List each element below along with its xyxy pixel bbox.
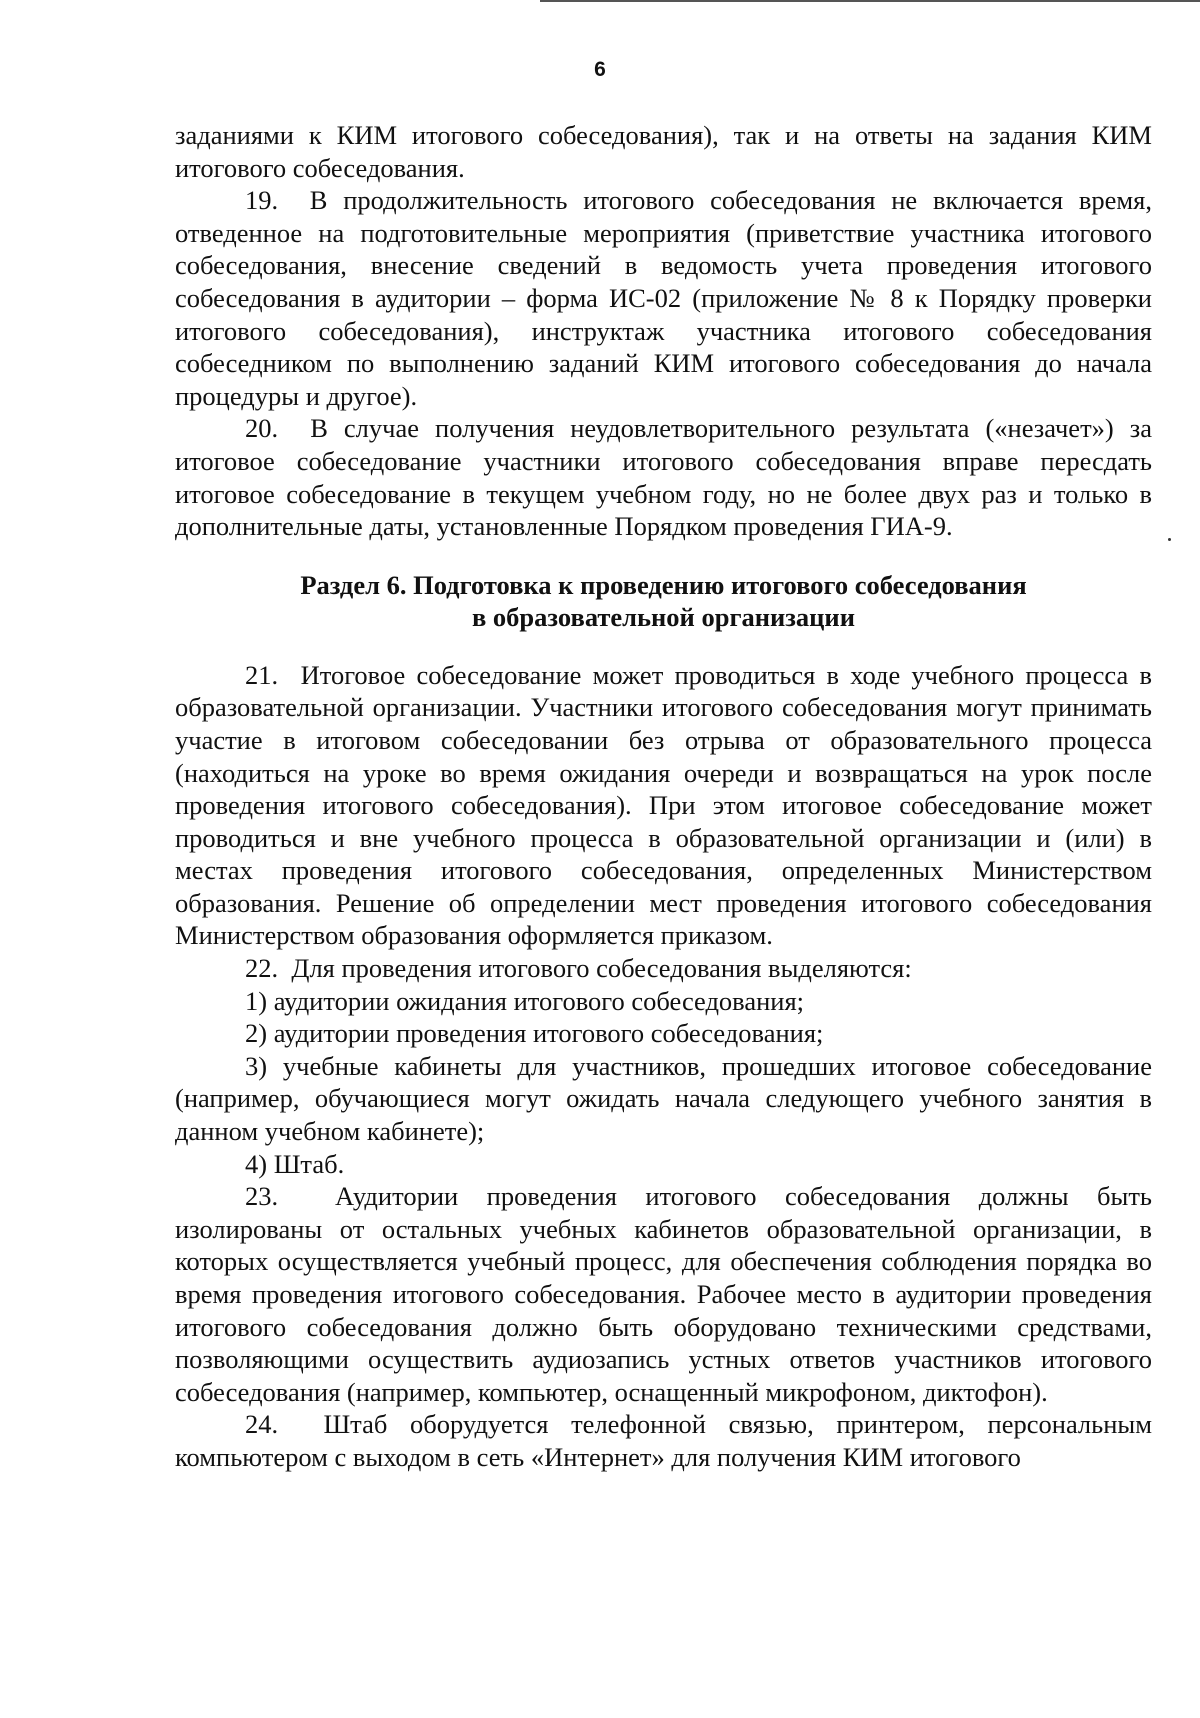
list-item: 1) аудитории ожидания итогового собеседования; [245,985,805,1016]
paragraph-20-text: В случае получения неудовлетворительного результата («незачет») за итоговое собеседование участники итогового собеседования вправе пересдать итоговое собеседование в текущем учебном году, но не более двух раз и только в дополнительные даты, установленные Порядком проведения ГИА-9. [175,413,1152,542]
document-body [175,119,1152,1474]
list-item: 2) аудитории проведения итогового собеседования; [245,1018,824,1049]
paragraph-23 [175,1180,1152,1408]
paragraph-21-text: Итоговое собеседование может проводиться в ходе учебного процесса в образовательной организации. Участники итогового собеседования могут принимать участие в итоговом собеседовании без отрыва от образовательного процесса (находиться на уроке во время ожидания очереди и возвращаться на урок после проведения итогового собеседования). При этом итоговое собеседование может проводиться и вне учебного процесса в образовательной организации и (или) в местах проведения итогового собеседования, определенных Министерством образования. Решение об определении мест проведения итогового собеседования Министерством образования оформляется приказом. [175,659,1152,951]
paragraph-19 [175,184,1152,412]
paragraph-23-text: Аудитории проведения итогового собеседования должны быть изолированы от остальных учебных кабинетов образовательной организации, в которых осуществляется учебный процесс, для обеспечения соблюдения порядка во время проведения итогового собеседования. Рабочее место в аудитории проведения итогового собеседования должно быть оборудовано техническими средствами, позволяющими осуществить аудиозапись устных ответов участников итогового собеседования (например, компьютер, оснащенный микрофоном, диктофон). [175,1181,1152,1407]
list-item: 4) Штаб. [245,1148,345,1179]
paragraph-24 [175,1408,1152,1473]
paragraph-22 [175,952,1152,985]
paragraph-23-number: 23. [245,1181,279,1212]
paragraph-19-number: 19. [245,185,279,216]
section-heading-line-1: Раздел 6. Подготовка к проведению итогового собеседования [300,569,1027,600]
paragraph-24-text: Штаб оборудуется телефонной связью, принтером, персональным компьютером с выходом в сеть «Интернет» для получения КИМ итогового [175,1409,1152,1472]
top-edge-rule [540,0,1200,2]
paragraph-24-number: 24. [245,1409,279,1440]
paragraph-22-number: 22. [245,953,279,984]
section-heading-line-2: в образовательной организации [472,601,855,632]
paragraph-19-text: В продолжительность итогового собеседования не включается время, отведенное на подготовительные мероприятия (приветствие участника итогового собеседования, внесение сведений в ведомость учета проведения итогового собеседования в аудитории – форма ИС-02 (приложение № 8 к Порядку проверки итогового собеседования), инструктаж участника итогового собеседования собеседником по выполнению заданий КИМ итогового собеседования до начала процедуры и другое). [175,185,1152,411]
scan-speck [1168,538,1171,541]
paragraph-22-text: Для проведения итогового собеседования выделяются: [291,953,912,984]
page-number: 6 [594,58,606,81]
paragraph-21-number: 21. [245,659,279,690]
paragraph-20 [175,412,1152,542]
paragraph-21 [175,659,1152,952]
paragraph-20-number: 20. [245,413,279,444]
list-item: 3) учебные кабинеты для участников, прошедших итоговое собеседование (например, обучающиеся могут ожидать начала следующего учебного занятия в данном учебном кабинете); [175,1050,1152,1147]
section-heading [175,569,1152,633]
paragraph-18-continued: заданиями к КИМ итогового собеседования), так и на ответы на задания КИМ итогового собеседования. [175,120,1152,183]
